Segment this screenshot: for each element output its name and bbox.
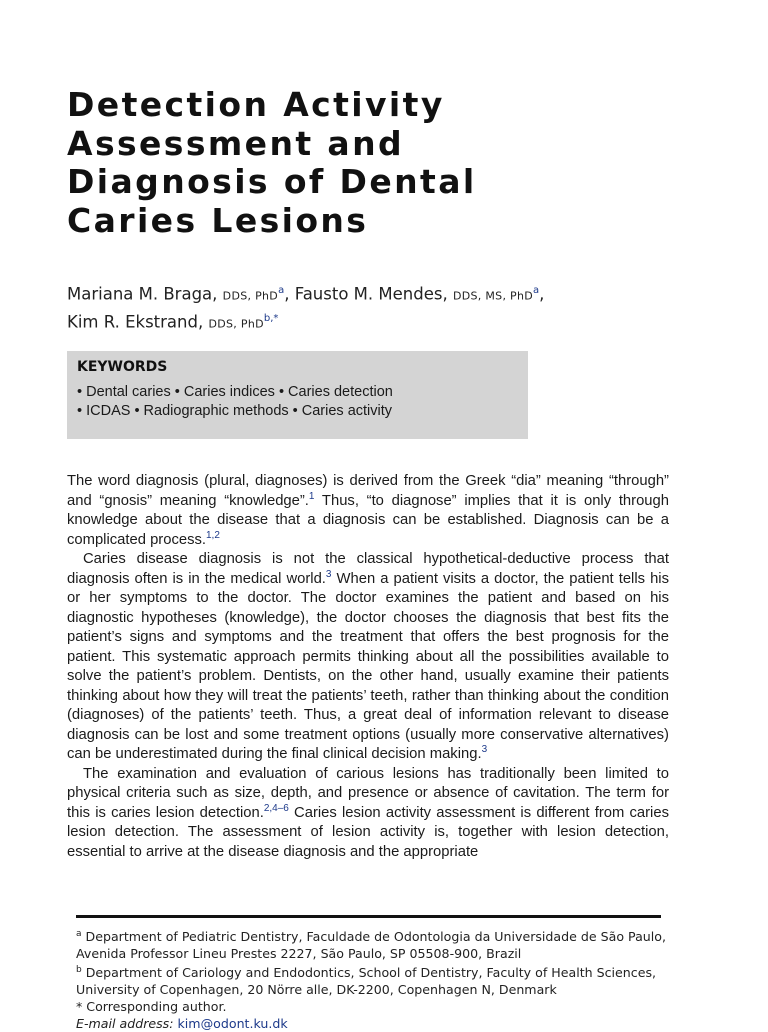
email-link[interactable]: kim@odont.ku.dk (177, 1016, 288, 1032)
affiliation-mark[interactable]: a (278, 285, 285, 296)
footnote-affiliation-a (76, 926, 676, 945)
footnote-text: Department of Cariology and Endodontics, School of Dentistry, Faculty of Health Sciences, (81, 965, 657, 981)
citation-ref[interactable]: 3 (481, 744, 488, 756)
author-degrees: DDS, PhD (208, 317, 264, 330)
citation-ref[interactable]: 1 (308, 490, 315, 502)
citation-ref[interactable]: 3 (325, 568, 332, 580)
body-paragraph (67, 765, 669, 863)
footnote-mark: a (76, 929, 82, 939)
footnote-divider (76, 915, 661, 918)
keywords-line: • Dental caries • Caries indices • Caries detection (77, 384, 393, 400)
footnote-text: Avenida Professor Lineu Prestes 2227, São Paulo, SP 05508-900, Brazil (76, 946, 522, 962)
corresponding-author-note: * Corresponding author. (76, 999, 227, 1015)
citation-ref[interactable]: 1,2 (206, 529, 220, 541)
title-line: Assessment and (67, 123, 404, 163)
author-name: Mariana M. Braga, (67, 284, 218, 304)
paragraph-text: The word diagnosis (plural, diagnoses) is derived from the Greek “dia” meaning “through” and “gnosis” meaning “knowledge”. (67, 473, 669, 509)
title-line: Detection Activity (67, 85, 445, 124)
paragraph-text: Caries lesion activity assessment is different from caries lesion detection. The assessment of lesion activity is, together with lesion detection, essential to arrive at the disease diagnosis and the appropriate (67, 804, 669, 860)
paragraph-text: When a patient visits a doctor, the patient tells his or her symptoms to the doctor. The doctor examines the patient and based on his diagnostic hypotheses (knowledge), the doctor chooses the diagnosis that best fits the patient’s signs and symptoms and the treatment that offers the best prognosis for the patient. This systematic approach permits thinking about all the possibilities available to solve the patient’s problem. Dentists, on the other hand, usually examine their patients thinking about how they will treat the patients’ teeth, rather than thinking about the condition (diagnoses) of the patients’ teeth. Thus, a great deal of information relevant to disease diagnosis can be lost and some treatment options (usually more conservative alternatives) can be underestimated during the final clinical decision making. (67, 570, 669, 762)
keywords-line: • ICDAS • Radiographic methods • Caries activity (77, 402, 393, 419)
footnote-mark: b (76, 965, 82, 976)
author-degrees: DDS, MS, PhD (452, 289, 534, 303)
paragraph-text: Thus, “to diagnose” implies that it is only through knowledge about the disease that a diagnosis can be established. Diagnosis can be a complicated process. (67, 492, 669, 548)
footnotes (76, 926, 676, 1032)
keywords-box (67, 351, 528, 439)
author-name: Kim R. Ekstrand, (67, 312, 204, 331)
author-line (67, 308, 687, 336)
author-list (67, 280, 687, 335)
author-name: Fausto M. Mendes, (294, 284, 448, 304)
article-title (67, 86, 627, 240)
affiliation-mark[interactable]: b,* (263, 312, 279, 324)
paragraph-text: Caries disease diagnosis is not the classical hypothetical-deductive process that diagnosis often is in the medical world. (67, 551, 669, 587)
email-label: E-mail address: (76, 1016, 174, 1032)
body-paragraph (67, 472, 669, 550)
author-degrees: DDS, PhD (222, 289, 279, 303)
author-line (67, 280, 687, 308)
paragraph-text: The examination and evaluation of carious lesions has traditionally been limited to physical criteria such as size, depth, and presence or absence of cavitation. The term for this is caries lesion detection. (67, 765, 669, 821)
body-paragraph (67, 550, 669, 765)
keywords-heading: KEYWORDS (77, 359, 168, 375)
title-line: Diagnosis of Dental (67, 162, 477, 201)
author-separator: , (539, 284, 545, 304)
author-separator: , (284, 284, 290, 304)
affiliation-mark[interactable]: a (533, 285, 540, 296)
footnote-text: Department of Pediatric Dentistry, Faculdade de Odontologia da Universidade de São Paulo, (81, 929, 666, 945)
citation-ref[interactable]: 2,4–6 (263, 802, 289, 814)
title-line: Caries Lesions (67, 200, 369, 240)
article-body (67, 472, 669, 862)
footnote-text: University of Copenhagen, 20 Nörre alle, DK-2200, Copenhagen N, Denmark (76, 982, 557, 998)
footnote-affiliation-b (76, 962, 676, 981)
